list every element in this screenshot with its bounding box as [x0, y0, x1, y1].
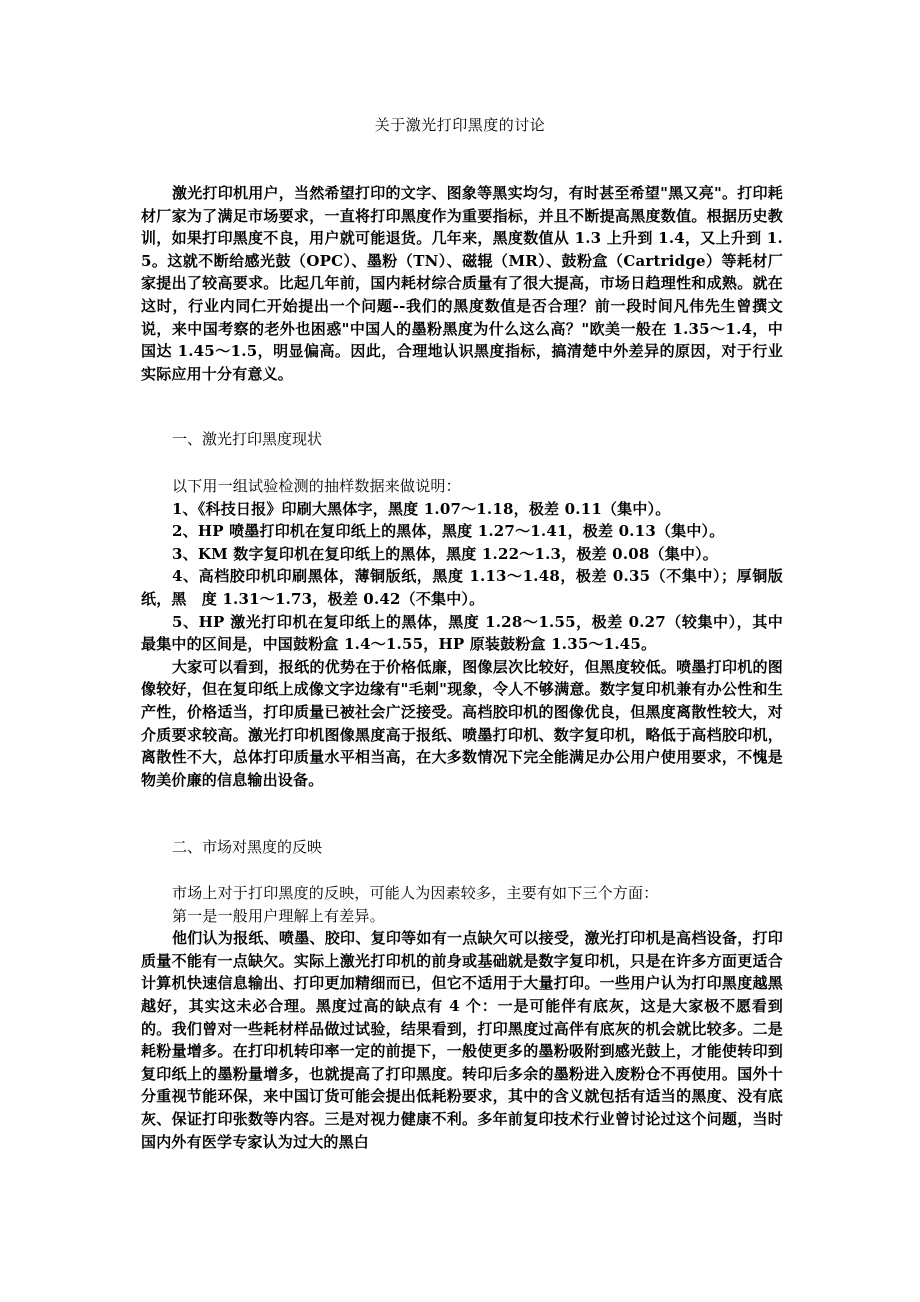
section1-lead: 以下用一组试验检测的抽样数据来做说明： [172, 477, 461, 495]
data-item-5: 5、HP 激光打印机在复印纸上的黑体，黑度 1.28～1.55，极差 0.27（较集中），其中最集中的区间是，中国鼓粉盒 1.4～1.55，HP 原装鼓粉盒 1.35～1.45。 [141, 612, 783, 654]
section2-lead: 市场上对于打印黑度的反映，可能人为因素较多，主要有如下三个方面： [172, 884, 659, 902]
data-item-2: 2、HP 喷墨打印机在复印纸上的黑体，黑度 1.27～1.41，极差 0.13（集中）。 [172, 522, 725, 541]
section2-block [141, 882, 783, 1153]
section2-point1: 第一是一般用户理解上有差异。 [172, 906, 385, 925]
data-item-3: 3、KM 数字复印机在复印纸上的黑体，黑度 1.22～1.3，极差 0.08（集中）。 [172, 544, 719, 563]
data-item-1: 1、《科技日报》印刷大黑体字，黑度 1.07～1.18，极差 0.11（集中）。 [172, 499, 671, 518]
intro-block [141, 182, 783, 385]
section2-paragraph: 他们认为报纸、喷墨、胶印、复印等如有一点缺欠可以接受，激光打印机是高档设备，打印质量不能有一点缺欠。实际上激光打印机的前身或基础就是数字复印机，只是在许多方面更适合计算机快速信息输出、打印更加精细而已，但它不适用于大量打印。一些用户认为打印黑度越黑越好，其实这未必合理。黑度过高的缺点有 4 个：一是可能伴有底灰，这是大家极不愿看到的。我们曾对一些耗材样品做过试验，结果看到，打印黑度过高伴有底灰的机会就比较多。二是耗粉量增多。在打印机转印率一定的前提下，一般使更多的墨粉吸附到感光鼓上，才能使转印到复印纸上的墨粉量增多，也就提高了打印黑度。转印后多余的墨粉进入废粉仓不再使用。国外十分重视节能环保，来中国订货可能会提出低耗粉要求，其中的含义就包括有适当的黑度、没有底灰、保证打印张数等内容。三是对视力健康不利。多年前复印技术行业曾讨论过这个问题，当时国内外有医学专家认为过大的黑白 [141, 929, 783, 1151]
document-title: 关于激光打印黑度的讨论 [374, 116, 546, 134]
section1-block [141, 475, 783, 791]
section2-heading: 二、市场对黑度的反映 [172, 838, 323, 856]
intro-paragraph: 激光打印机用户，当然希望打印的文字、图象等黑实均匀，有时甚至希望"黑又亮"。打印耗材厂家为了满足市场要求，一直将打印黑度作为重要指标，并且不断提高黑度数值。根据历史教训，如果打印黑度不良，用户就可能退货。几年来，黑度数值从 1.3 上升到 1.4，又上升到 1.5。这就不断给感光鼓（OPC）、墨粉（TN）、磁辊（MR）、鼓粉盒（Cartridge）等耗材厂家提出了较高要求。比起几年前，国内耗材综合质量有了很大提高，市场日趋理性和成熟。就在这时，行业内同仁开始提出一个问题--我们的黑度数值是否合理？前一段时间凡伟先生曾撰文说，来中国考察的老外也困惑"中国人的墨粉黑度为什么这么高？"欧美一般在 1.35～1.4，中国达 1.45～1.5，明显偏高。因此，合理地认识黑度指标，搞清楚中外差异的原因，对于行业实际应用十分有意义。 [141, 184, 783, 383]
data-item-4: 4、高档胶印机印刷黑体，薄铜版纸，黑度 1.13～1.48，极差 0.35（不集中）；厚铜版纸，黑 度 1.31～1.73，极差 0.42（不集中）。 [141, 567, 783, 608]
section1-heading: 一、激光打印黑度现状 [172, 430, 323, 448]
analysis-paragraph: 大家可以看到，报纸的优势在于价格低廉，图像层次比较好，但黑度较低。喷墨打印机的图像较好，但在复印纸上成像文字边缘有"毛刺"现象，令人不够满意。数字复印机兼有办公性和生产性，价格适当，打印质量已被社会广泛接受。高档胶印机的图像优良，但黑度离散性较大，对介质要求较高。激光打印机图像黑度高于报纸、喷墨打印机、数字复印机，略低于高档胶印机，离散性不大，总体打印质量水平相当高，在大多数情况下完全能满足办公用户使用要求，不愧是物美价廉的信息输出设备。 [141, 657, 783, 789]
